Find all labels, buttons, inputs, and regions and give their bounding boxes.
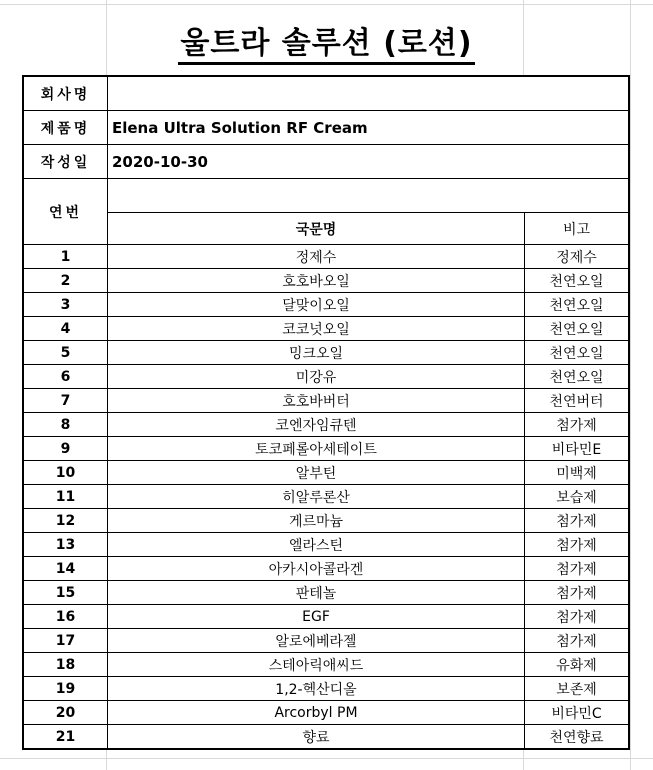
table-row <box>24 509 628 533</box>
row-number[interactable]: 2 <box>24 269 108 292</box>
ingredient-note[interactable]: 첨가제 <box>556 513 597 530</box>
company-label: 회사명 <box>24 77 108 110</box>
row-number[interactable]: 6 <box>24 365 108 388</box>
row-number[interactable]: 16 <box>24 605 108 628</box>
table-row <box>24 389 628 413</box>
col-note-header: 비고 <box>562 222 591 238</box>
ingredient-note[interactable]: 천연오일 <box>549 297 604 314</box>
ingredient-name[interactable]: EGF <box>108 605 525 628</box>
ingredient-note[interactable]: 유화제 <box>556 657 597 674</box>
ingredient-name[interactable]: 향료 <box>108 725 525 749</box>
ingredient-name[interactable]: 코엔자임큐텐 <box>108 413 525 436</box>
info-row-date <box>24 145 628 179</box>
ingredient-note[interactable]: 천연오일 <box>549 321 604 338</box>
row-number[interactable]: 12 <box>24 509 108 532</box>
ingredient-note[interactable]: 첨가제 <box>556 609 597 626</box>
row-number[interactable]: 5 <box>24 341 108 364</box>
ingredient-name[interactable]: 스테아릭애씨드 <box>108 653 525 676</box>
row-number[interactable]: 21 <box>24 725 108 749</box>
row-number[interactable]: 4 <box>24 317 108 340</box>
ingredient-name[interactable]: 밍크오일 <box>108 341 525 364</box>
table-row <box>24 485 628 509</box>
row-number[interactable]: 3 <box>24 293 108 316</box>
document-title: 울트라 솔루션 (로션) <box>0 18 653 66</box>
row-number[interactable]: 20 <box>24 701 108 724</box>
ingredient-note[interactable]: 정제수 <box>556 249 597 266</box>
product-label: 제품명 <box>24 111 108 144</box>
table-row <box>24 245 628 269</box>
gridline <box>0 758 653 759</box>
ingredient-name[interactable]: 호호바버터 <box>108 389 525 412</box>
row-number[interactable]: 10 <box>24 461 108 484</box>
table-row <box>24 437 628 461</box>
table-row <box>24 653 628 677</box>
ingredient-note[interactable]: 미백제 <box>556 465 597 482</box>
ingredient-name[interactable]: 히알루론산 <box>108 485 525 508</box>
row-number[interactable]: 1 <box>24 245 108 268</box>
table-row <box>24 557 628 581</box>
ingredient-note[interactable]: 첨가제 <box>556 417 597 434</box>
ingredient-note[interactable]: 천연오일 <box>549 369 604 386</box>
row-number[interactable]: 19 <box>24 677 108 700</box>
ingredient-name[interactable]: 정제수 <box>108 245 525 268</box>
ingredient-name[interactable]: 알로에베라젤 <box>108 629 525 652</box>
row-number[interactable]: 14 <box>24 557 108 580</box>
row-number[interactable]: 7 <box>24 389 108 412</box>
ingredient-note[interactable]: 첨가제 <box>556 585 597 602</box>
table-row <box>24 677 628 701</box>
table-row <box>24 317 628 341</box>
ingredient-name[interactable]: 미강유 <box>108 365 525 388</box>
table-row <box>24 581 628 605</box>
ingredient-note[interactable]: 첨가제 <box>556 561 597 578</box>
row-number[interactable]: 13 <box>24 533 108 556</box>
ingredient-name[interactable]: 판테놀 <box>108 581 525 604</box>
ingredient-name[interactable]: 아카시아콜라겐 <box>108 557 525 580</box>
ingredient-note[interactable]: 천연오일 <box>549 345 604 362</box>
ingredient-name[interactable]: 엘라스틴 <box>108 533 525 556</box>
ingredient-note[interactable]: 천연버터 <box>549 393 604 410</box>
ingredient-note[interactable]: 첨가제 <box>556 633 597 650</box>
date-label: 작성일 <box>24 145 108 178</box>
company-value[interactable] <box>108 77 628 110</box>
ingredient-name[interactable]: 토코페롤아세테이트 <box>108 437 525 460</box>
row-number[interactable]: 9 <box>24 437 108 460</box>
ingredient-name[interactable]: 코코넛오일 <box>108 317 525 340</box>
table-row <box>24 701 628 725</box>
table-row <box>24 461 628 485</box>
table-row <box>24 269 628 293</box>
table-row <box>24 365 628 389</box>
ingredient-note[interactable]: 비타민C <box>551 705 602 722</box>
table-row <box>24 293 628 317</box>
table-row <box>24 533 628 557</box>
ingredient-name[interactable]: 알부틴 <box>108 461 525 484</box>
row-number[interactable]: 18 <box>24 653 108 676</box>
date-value[interactable]: 2020-10-30 <box>112 152 208 171</box>
table-row <box>24 605 628 629</box>
ingredient-note[interactable]: 보습제 <box>556 489 597 506</box>
info-row-product <box>24 111 628 145</box>
table-row <box>24 629 628 653</box>
ingredient-note[interactable]: 천연오일 <box>549 273 604 290</box>
gridline <box>630 0 631 770</box>
ingredient-note[interactable]: 천연향료 <box>549 730 604 746</box>
row-number[interactable]: 15 <box>24 581 108 604</box>
table-row <box>24 725 628 749</box>
gridline <box>0 4 653 5</box>
info-row-company <box>24 77 628 111</box>
ingredient-name[interactable]: 달맞이오일 <box>108 293 525 316</box>
ingredient-note[interactable]: 첨가제 <box>556 537 597 554</box>
table-row <box>24 413 628 437</box>
row-number[interactable]: 8 <box>24 413 108 436</box>
col-num-header: 연번 <box>24 179 108 245</box>
ingredient-name[interactable]: Arcorbyl PM <box>108 701 525 724</box>
header-blank-cell[interactable] <box>108 179 628 213</box>
ingredient-sheet <box>22 75 630 750</box>
table-row <box>24 341 628 365</box>
ingredient-name[interactable]: 1,2-헥산디올 <box>108 677 525 700</box>
ingredient-note[interactable]: 보존제 <box>556 681 597 698</box>
product-value[interactable]: Elena Ultra Solution RF Cream <box>112 118 368 137</box>
row-number[interactable]: 17 <box>24 629 108 652</box>
ingredient-name[interactable]: 호호바오일 <box>108 269 525 292</box>
ingredient-note[interactable]: 비타민E <box>551 441 602 458</box>
col-name-header: 국문명 <box>108 213 525 245</box>
ingredient-name[interactable]: 게르마늄 <box>108 509 525 532</box>
row-number[interactable]: 11 <box>24 485 108 508</box>
